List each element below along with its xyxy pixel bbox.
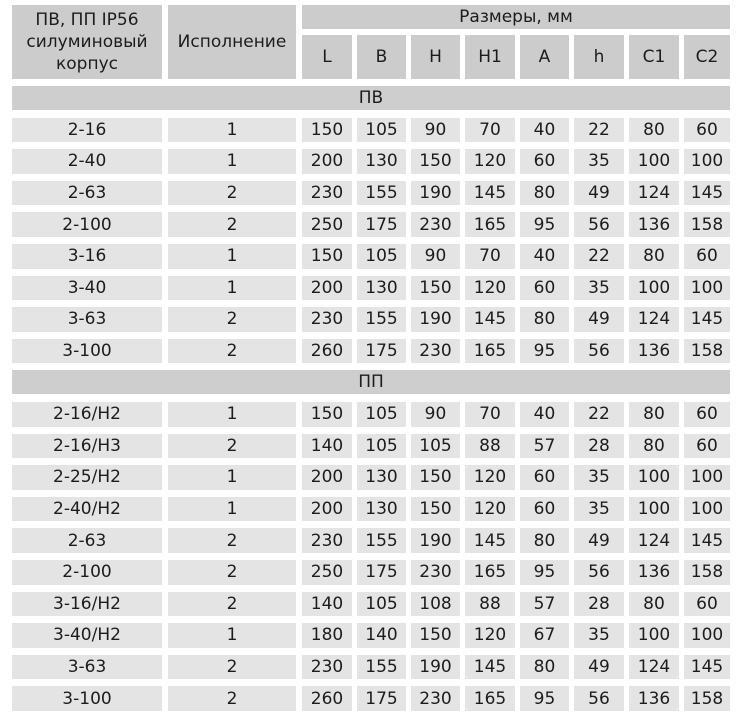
row-value-l: 200 [302,497,352,522]
row-model: 2-100 [12,212,162,237]
row-value-h: 49 [574,181,624,206]
row-version: 1 [168,497,296,522]
row-value-h: 150 [411,149,460,174]
row-value-l: 260 [302,339,352,364]
row-value-c2: 60 [684,592,730,617]
row-value-c1: 100 [629,149,679,174]
row-value-h1: 120 [465,276,515,301]
row-model: 3-100 [12,339,162,364]
header-dim-c2: C2 [684,35,730,79]
row-value-l: 230 [302,528,352,553]
row-value-b: 175 [357,339,406,364]
row-version: 1 [168,465,296,490]
row-value-a: 80 [520,528,569,553]
row-value-h: 22 [574,244,624,269]
row-value-c2: 60 [684,118,730,143]
row-value-b: 155 [357,655,406,680]
row-model: 2-63 [12,528,162,553]
header-sizes-group: Размеры, мм [302,5,730,29]
row-value-c2: 60 [684,402,730,427]
row-value-h1: 70 [465,244,515,269]
row-value-c1: 136 [629,560,679,585]
row-version: 2 [168,307,296,332]
header-dim-h1: H1 [465,35,515,79]
row-value-c1: 124 [629,307,679,332]
row-value-c2: 158 [684,339,730,364]
row-version: 1 [168,276,296,301]
row-version: 1 [168,149,296,174]
row-value-l: 200 [302,465,352,490]
row-value-h: 35 [574,149,624,174]
row-value-a: 60 [520,465,569,490]
row-version: 1 [168,118,296,143]
row-value-c1: 124 [629,528,679,553]
row-value-h: 49 [574,307,624,332]
row-value-b: 155 [357,528,406,553]
row-value-l: 150 [302,244,352,269]
row-value-c2: 100 [684,276,730,301]
row-value-h1: 145 [465,307,515,332]
row-value-h: 56 [574,686,624,711]
row-model: 3-16 [12,244,162,269]
row-value-h: 230 [411,686,460,711]
row-value-h1: 70 [465,118,515,143]
row-value-c2: 100 [684,497,730,522]
row-value-c2: 145 [684,181,730,206]
row-value-c1: 100 [629,465,679,490]
row-value-a: 67 [520,623,569,648]
header-dim-b: B [357,35,406,79]
row-model: 2-100 [12,560,162,585]
row-model: 3-63 [12,655,162,680]
row-value-h1: 165 [465,686,515,711]
row-value-a: 95 [520,686,569,711]
row-value-h: 35 [574,497,624,522]
row-value-h1: 165 [465,339,515,364]
row-model: 3-100 [12,686,162,711]
header-version-column: Исполнение [168,5,296,79]
row-model: 2-16/H3 [12,434,162,459]
row-value-h: 105 [411,434,460,459]
row-value-h: 90 [411,244,460,269]
row-version: 2 [168,181,296,206]
row-model: 3-16/H2 [12,592,162,617]
row-value-b: 105 [357,118,406,143]
row-version: 1 [168,244,296,269]
row-value-h: 190 [411,528,460,553]
row-value-a: 57 [520,434,569,459]
row-value-b: 130 [357,497,406,522]
row-value-h: 230 [411,339,460,364]
row-value-c2: 60 [684,434,730,459]
row-value-h: 56 [574,212,624,237]
section-title: ПВ [12,86,730,110]
header-dim-h: h [574,35,624,79]
row-value-b: 155 [357,181,406,206]
row-value-b: 175 [357,212,406,237]
row-value-b: 130 [357,465,406,490]
row-value-h1: 145 [465,655,515,680]
row-value-l: 230 [302,655,352,680]
row-model: 3-63 [12,307,162,332]
row-value-h1: 88 [465,592,515,617]
row-value-h: 35 [574,623,624,648]
row-value-b: 105 [357,434,406,459]
row-value-c2: 158 [684,212,730,237]
header-model-column: ПВ, ПП IP56 силуминовый корпус [12,5,162,79]
row-value-l: 200 [302,276,352,301]
row-value-h: 150 [411,465,460,490]
row-value-c2: 145 [684,307,730,332]
row-value-l: 260 [302,686,352,711]
row-version: 2 [168,686,296,711]
row-value-l: 230 [302,181,352,206]
row-value-b: 105 [357,592,406,617]
row-value-c2: 145 [684,528,730,553]
row-value-h: 28 [574,592,624,617]
row-version: 2 [168,655,296,680]
row-value-b: 155 [357,307,406,332]
row-value-c2: 158 [684,686,730,711]
row-value-a: 95 [520,212,569,237]
row-value-h1: 145 [465,528,515,553]
row-version: 2 [168,560,296,585]
row-value-c1: 80 [629,118,679,143]
row-value-h: 150 [411,276,460,301]
row-version: 2 [168,212,296,237]
row-value-h: 22 [574,402,624,427]
row-value-h: 230 [411,560,460,585]
row-version: 2 [168,528,296,553]
header-dim-c1: C1 [629,35,679,79]
row-value-a: 40 [520,402,569,427]
row-model: 2-25/H2 [12,465,162,490]
row-value-c2: 145 [684,655,730,680]
row-value-a: 57 [520,592,569,617]
row-value-h1: 88 [465,434,515,459]
header-dim-a: A [520,35,569,79]
row-model: 2-16/H2 [12,402,162,427]
row-value-h: 28 [574,434,624,459]
row-value-c1: 80 [629,244,679,269]
row-value-c1: 136 [629,212,679,237]
row-value-b: 105 [357,402,406,427]
row-value-a: 60 [520,497,569,522]
row-value-h1: 165 [465,212,515,237]
row-version: 1 [168,402,296,427]
row-value-a: 60 [520,276,569,301]
row-value-c2: 100 [684,623,730,648]
row-value-c2: 100 [684,149,730,174]
row-value-c1: 80 [629,592,679,617]
row-value-h1: 165 [465,560,515,585]
row-value-c1: 80 [629,434,679,459]
row-value-h: 90 [411,402,460,427]
row-model: 3-40/H2 [12,623,162,648]
row-value-b: 130 [357,149,406,174]
row-value-a: 80 [520,181,569,206]
row-value-l: 250 [302,212,352,237]
row-value-l: 150 [302,118,352,143]
row-value-c1: 100 [629,276,679,301]
row-value-c1: 136 [629,339,679,364]
row-model: 2-16 [12,118,162,143]
row-value-h: 230 [411,212,460,237]
row-value-a: 60 [520,149,569,174]
row-value-a: 95 [520,560,569,585]
header-dim-l: L [302,35,352,79]
row-value-l: 250 [302,560,352,585]
row-value-c2: 60 [684,244,730,269]
row-value-a: 95 [520,339,569,364]
row-value-l: 230 [302,307,352,332]
row-model: 2-63 [12,181,162,206]
row-value-h: 150 [411,497,460,522]
row-value-h1: 145 [465,181,515,206]
row-value-c1: 100 [629,497,679,522]
row-value-c1: 124 [629,655,679,680]
row-model: 3-40 [12,276,162,301]
row-value-b: 175 [357,686,406,711]
row-value-l: 150 [302,402,352,427]
row-value-h: 190 [411,181,460,206]
row-value-c2: 158 [684,560,730,585]
row-value-h: 108 [411,592,460,617]
row-value-h: 150 [411,623,460,648]
row-value-l: 140 [302,434,352,459]
row-value-l: 180 [302,623,352,648]
row-value-c1: 100 [629,623,679,648]
row-version: 2 [168,434,296,459]
row-version: 2 [168,339,296,364]
row-value-b: 105 [357,244,406,269]
row-value-c1: 136 [629,686,679,711]
row-value-c2: 100 [684,465,730,490]
row-value-b: 175 [357,560,406,585]
row-value-h: 49 [574,528,624,553]
row-version: 1 [168,623,296,648]
row-value-h1: 120 [465,497,515,522]
row-value-h1: 120 [465,623,515,648]
row-value-b: 130 [357,276,406,301]
section-title: ПП [12,370,730,394]
row-value-c1: 80 [629,402,679,427]
row-value-a: 80 [520,307,569,332]
row-value-h: 190 [411,307,460,332]
row-value-c1: 124 [629,181,679,206]
row-value-h: 49 [574,655,624,680]
header-dim-h: H [411,35,460,79]
row-model: 2-40 [12,149,162,174]
row-value-a: 40 [520,118,569,143]
row-value-l: 200 [302,149,352,174]
row-value-h: 35 [574,465,624,490]
row-value-h: 22 [574,118,624,143]
row-value-h: 56 [574,560,624,585]
row-value-h: 35 [574,276,624,301]
row-value-h: 90 [411,118,460,143]
row-value-h1: 70 [465,402,515,427]
row-model: 2-40/H2 [12,497,162,522]
row-value-a: 40 [520,244,569,269]
row-value-a: 80 [520,655,569,680]
row-value-h: 56 [574,339,624,364]
row-value-h1: 120 [465,149,515,174]
row-value-h1: 120 [465,465,515,490]
row-value-l: 140 [302,592,352,617]
row-version: 2 [168,592,296,617]
row-value-h: 190 [411,655,460,680]
row-value-b: 140 [357,623,406,648]
